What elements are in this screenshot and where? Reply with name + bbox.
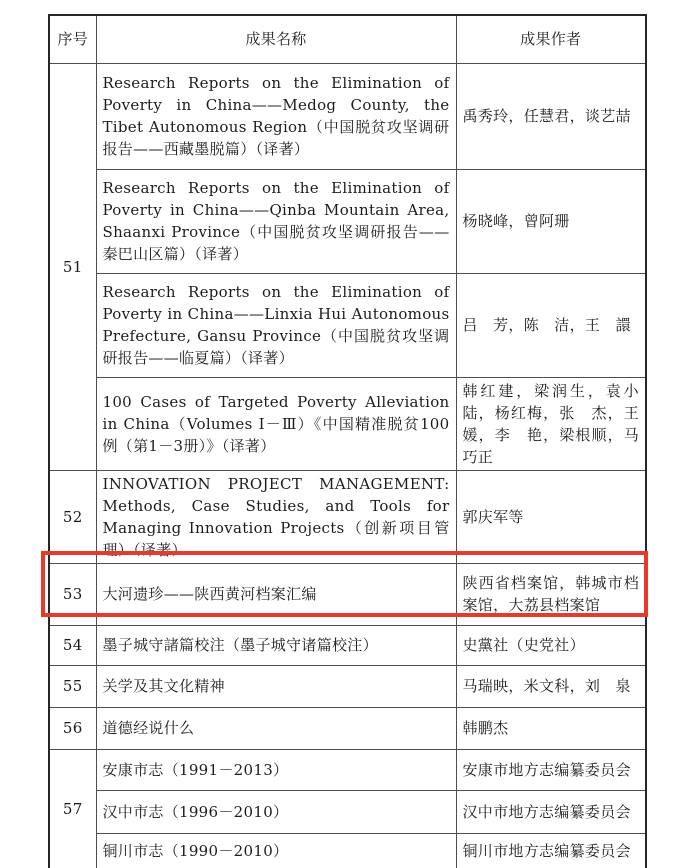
row-index-52: 52 [49,470,96,563]
result-name-cell: 道德经说什么 [96,707,456,749]
row-index-54: 54 [49,625,96,665]
result-authors-cell: 禹秀玲，任慧君，谈艺喆 [456,63,646,169]
row-index-53: 53 [49,563,96,625]
table-row [49,790,646,833]
result-name-cell: 关学及其文化精神 [96,665,456,707]
column-header-name: 成果名称 [96,15,456,63]
result-authors-cell: 韩鹏杰 [456,707,646,749]
table-header-row [49,15,646,63]
result-authors-cell: 铜川市地方志编纂委员会 [456,833,646,868]
result-name-cell: Research Reports on the Elimination of Poverty in China——Medog County, the Tibet Autonomous Region（中国脱贫攻坚调研报告——西藏墨脱篇）（译著） [96,63,456,169]
row-index-55: 55 [49,665,96,707]
result-authors-cell: 韩红建，梁润生，袁小陆，杨红梅，张 杰，王 媛，李 艳，梁根顺，马巧正 [456,377,646,470]
column-header-index: 序号 [49,15,96,63]
result-authors-cell: 杨晓峰，曾阿珊 [456,169,646,273]
table-row [49,749,646,790]
result-name-cell: 铜川市志（1990－2010） [96,833,456,868]
result-name-cell: Research Reports on the Elimination of Poverty in China——Qinba Mountain Area, Shaanxi Province（中国脱贫攻坚调研报告——秦巴山区篇）（译著） [96,169,456,273]
table-row [49,833,646,868]
result-name-cell: INNOVATION PROJECT MANAGEMENT: Methods, Case Studies, and Tools for Managing Innovation Projects（创新项目管理）（译著） [96,470,456,563]
row-index-51: 51 [49,63,96,470]
result-authors-cell: 史黨社（史党社） [456,625,646,665]
result-name-cell: 汉中市志（1996－2010） [96,790,456,833]
results-table [48,14,655,868]
result-authors-cell: 郭庆军等 [456,470,646,563]
table-row [49,377,646,470]
row-index-56: 56 [49,707,96,749]
column-header-authors: 成果作者 [456,15,646,63]
table-row [49,665,646,707]
table-row [49,63,646,169]
table-row-highlighted [49,563,646,625]
result-authors-cell: 马瑞映，米文科，刘 泉 [456,665,646,707]
result-name-cell: 100 Cases of Targeted Poverty Alleviation in China（Volumes Ⅰ－Ⅲ）《中国精准脱贫100例（第1－3册）》（译著） [96,377,456,470]
table-row [49,625,646,665]
result-name-cell: 大河遗珍——陕西黄河档案汇编 [96,563,456,625]
table-row [49,273,646,377]
table-row [49,169,646,273]
result-authors-cell: 汉中市地方志编纂委员会 [456,790,646,833]
result-authors-cell: 吕 芳，陈 洁，王 譞 [456,273,646,377]
result-authors-cell: 安康市地方志编纂委员会 [456,749,646,790]
result-name-cell: Research Reports on the Elimination of Poverty in China——Linxia Hui Autonomous Prefecture, Gansu Province（中国脱贫攻坚调研报告——临夏篇）（译著） [96,273,456,377]
row-index-57: 57 [49,749,96,868]
table-row [49,470,646,563]
result-authors-cell: 陕西省档案馆，韩城市档案馆，大荔县档案馆 [456,563,646,625]
table-row [49,707,646,749]
result-name-cell: 墨子城守諸篇校注（墨子城守诸篇校注） [96,625,456,665]
result-name-cell: 安康市志（1991－2013） [96,749,456,790]
